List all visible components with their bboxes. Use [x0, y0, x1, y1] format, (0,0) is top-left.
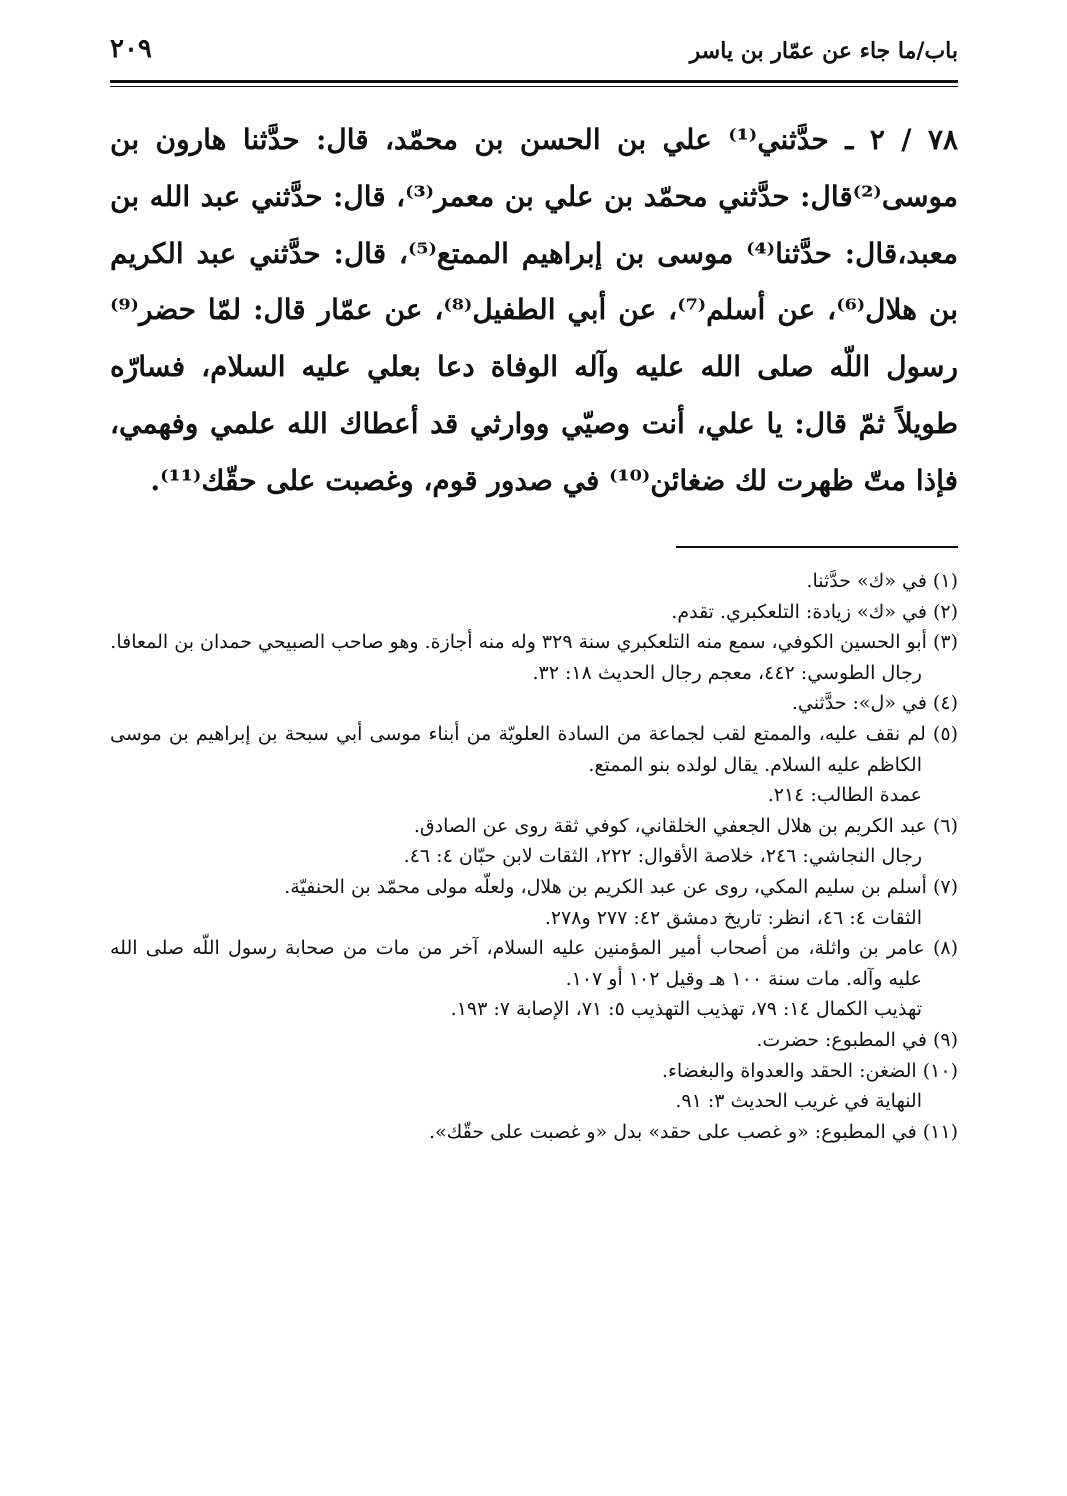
- hadith-text: [110, 112, 958, 510]
- footnote-8: (٨) عامر بن واثلة، من أصحاب أمير المؤمنين عليه السلام، آخر من مات من صحابة رسول اللّه صلى الله عليه وآله. مات سنة ١٠٠ هـ وقيل ١٠٢ أو ١٠٧.: [110, 937, 958, 990]
- footnote-6: (٦) عبد الكريم بن هلال الجعفي الخلقاني، كوفي ثقة روى عن الصادق.: [413, 814, 958, 837]
- footnote-7: (٧) أسلم بن سليم المكي، روى عن عبد الكريم بن هلال، ولعلّه مولى محمّد بن الحنفيّة.: [284, 875, 958, 898]
- footnote-3-source: رجال الطوسي: ٤٤٢، معجم رجال الحديث ١٨: ٣٢.: [532, 661, 922, 684]
- footnote-1: (١) في «ك» حدَّثنا.: [806, 570, 958, 592]
- footnote-9: (٩) في المطبوع: حضرت.: [756, 1028, 958, 1051]
- header-rule-thin: [110, 86, 958, 87]
- footnote-6-source: رجال النجاشي: ٢٤٦، خلاصة الأقوال: ٢٢٢، الثقات لابن حبّان ٤: ٤٦.: [403, 845, 922, 868]
- footnote-separator: [676, 546, 958, 548]
- footnote-8-source: تهذيب الكمال ١٤: ٧٩، تهذيب التهذيب ٥: ٧١، الإصابة ٧: ١٩٣.: [450, 998, 922, 1021]
- footnote-5: (٥) لم نقف عليه، والممتع لقب لجماعة من السادة العلويّة من أبناء موسى أبي سبحة بن إبراهيم بن موسى الكاظم عليه السلام. يقال لولده بنو الممتع.: [110, 722, 958, 776]
- footnote-11: (١١) في المطبوع: «و غصب على حقد» بدل «و غصبت على حقّك».: [429, 1120, 958, 1143]
- footnote-4: (٤) في «ل»: حدَّثني.: [791, 692, 958, 715]
- page-number: ٢٠٩: [110, 34, 152, 64]
- footnote-2: (٢) في «ك» زيادة: التلعكبري. تقدم.: [671, 600, 958, 623]
- header-rule-thick: [110, 80, 958, 83]
- footnote-10: (١٠) الضغن: الحقد والعدواة والبغضاء.: [661, 1059, 958, 1082]
- footnote-10-source: النهاية في غريب الحديث ٣: ٩١.: [675, 1090, 922, 1113]
- footnote-5-source: عمدة الطالب: ٢١٤.: [767, 784, 922, 807]
- footnotes: [110, 566, 958, 1147]
- footnote-3: (٣) أبو الحسين الكوفي، سمع منه التلعكبري سنة ٣٢٩ وله منه أجازة. وهو صاحب الصبيحي حمدان بن المعافا.: [110, 631, 958, 654]
- chapter-title: باب/ما جاء عن عمّار بن ياسر: [689, 38, 958, 64]
- hadith-paragraph: ٧٨ / ٢ ـ حدَّثني⁽¹⁾ علي بن الحسن بن محمّد، قال: حدَّثنا هارون بن موسى⁽²⁾قال: حدَّثني محمّد بن علي بن معمر⁽³⁾، قال: حدَّثني عبد الله بن معبد،قال: حدَّثنا⁽⁴⁾ موسى بن إبراهيم الممتع⁽⁵⁾، قال: حدَّثني عبد الكريم بن هلال⁽⁶⁾، عن أسلم⁽⁷⁾، عن أبي الطفيل⁽⁸⁾، عن عمّار قال: لمّا حضر⁽⁹⁾ رسول اللّه صلى الله عليه وآله الوفاة دعا بعلي عليه السلام، فسارّه طويلاً ثمّ قال: يا علي، أنت وصيّي ووارثي قد أعطاك الله علمي وفهمي، فإذا متّ ظهرت لك ضغائن⁽¹⁰⁾ في صدور قوم، وغصبت على حقّك⁽¹¹⁾.: [110, 123, 959, 497]
- page-header: [110, 32, 958, 76]
- footnote-7-source: الثقات ٤: ٤٦، انظر: تاريخ دمشق ٤٢: ٢٧٧ و٢٧٨.: [544, 906, 922, 929]
